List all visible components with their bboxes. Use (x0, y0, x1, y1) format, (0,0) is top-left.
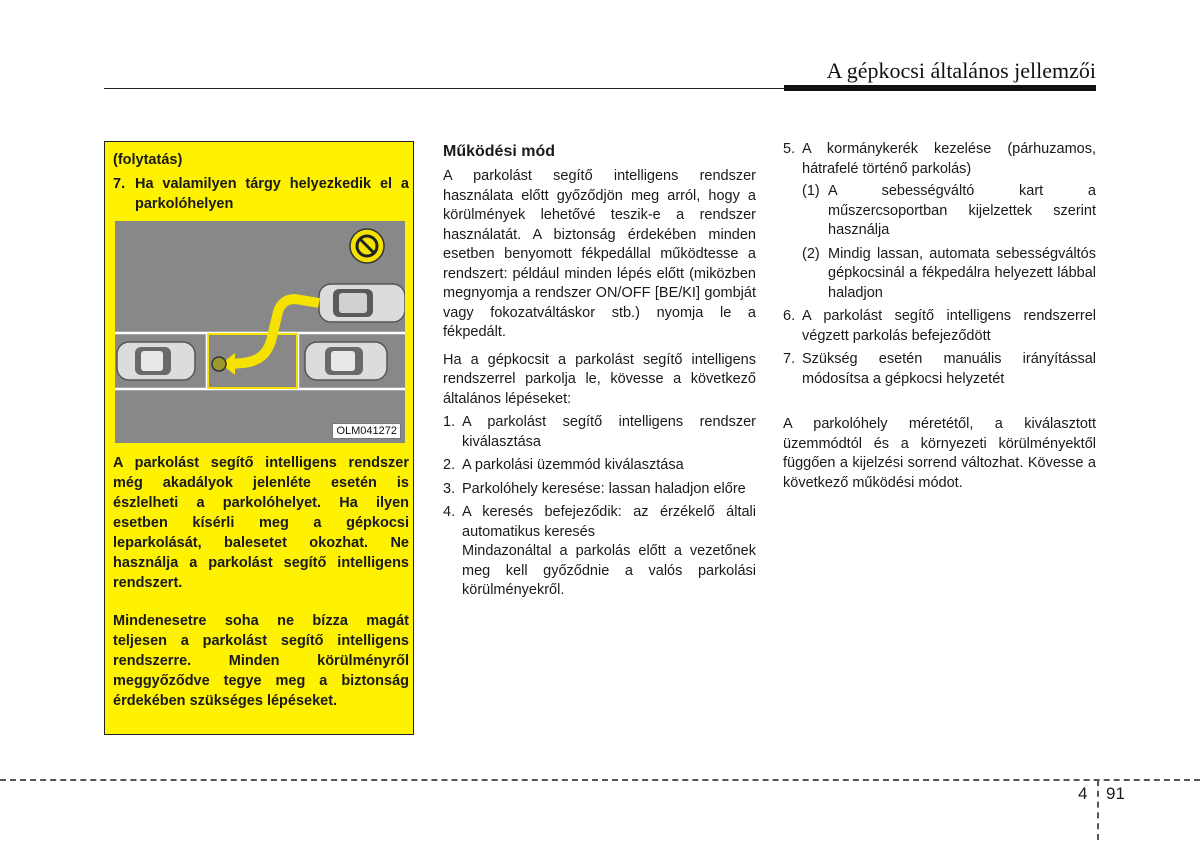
list-item-number: 5. (783, 141, 796, 157)
continued-label: (folytatás) (113, 152, 183, 168)
section-title: Működési mód (443, 143, 556, 160)
sub-list-item (802, 182, 1096, 241)
list-item (443, 503, 756, 542)
warning-item-text: Ha valamilyen tárgy helyezkedik el a parkolóhelyen (135, 176, 409, 212)
parked-car-left-icon (117, 342, 195, 380)
list-item (783, 140, 1096, 179)
parked-car-right-icon (305, 342, 387, 380)
list-item-text: A parkolási üzemmód kiválasztása (462, 457, 684, 473)
sensor-dot-icon (212, 357, 226, 371)
footer-dashed-rule (0, 779, 1200, 781)
sub-list-item-text: A sebességváltó kart a műszercsoportban kijelzettek szerint használja (828, 183, 1096, 238)
list-item-text: A kormánykerék kezelése (párhuzamos, hátrafelé történő parkolás) (802, 141, 1096, 177)
intro-paragraph: A parkolást segítő intelligens rendszer használata előtt győződjön meg arról, hogy a körülmények lehetővé teszik-e a rendszer használatát. A biztonság érdekében minden esetben benyomott fékpedállal működtesse a rendszert: például minden lépés előtt (miközben megnyomja a rendszer ON/OFF [BE/KI] gombját vagy fokozatváltáskor stb.) nyomja le a fékpedált. (443, 168, 756, 340)
right-column (783, 140, 1096, 493)
list-item-number: 4. (443, 504, 456, 520)
list-item-text: A parkolást segítő intelligens rendszer kiválasztása (462, 414, 756, 450)
sub-list-item-number: (2) (802, 245, 820, 262)
sub-list-item-number: (1) (802, 183, 820, 199)
warning-paragraph-1: A parkolást segítő intelligens rendszer még akadályok jelenléte esetén is észlelheti a parkolóhelyet. Ha ilyen esetben kísérli meg a gépkocsi leparkolását, balesetet okozhat. Ne használja a parkolást segítő intelligens rendszert. (113, 455, 409, 591)
warning-item-number: 7. (113, 176, 126, 192)
prohibition-sign-icon (350, 229, 384, 263)
list-item-number: 2. (443, 457, 456, 473)
list-item (443, 480, 756, 500)
page-header-title: A gépkocsi általános jellemzői (826, 58, 1096, 83)
parking-diagram (115, 221, 405, 443)
moving-car-icon (319, 284, 405, 322)
chapter-number: 4 (1078, 784, 1088, 803)
figure-code: OLM041272 (332, 423, 401, 439)
warning-paragraph-2: Mindenesetre soha ne bízza magát teljesen a parkolást segítő intelligens rendszerre. Minden körülményről meggyőződve tegye meg a biztonság érdekében szükséges lépéseket. (113, 613, 409, 709)
step4-note: Mindazonáltal a parkolás előtt a vezetőnek meg kell győződnie a valós parkolási körülményekről. (462, 543, 756, 598)
list-item-text: Parkolóhely keresése: lassan haladjon előre (462, 480, 746, 497)
list-item (443, 413, 756, 452)
sub-list-item-text: Mindig lassan, automata sebességváltós gépkocsinál a fékpedálra helyezett lábbal haladjon (828, 245, 1096, 301)
list-item (783, 350, 1096, 389)
warning-box (104, 141, 414, 735)
list-item-text: A parkolást segítő intelligens rendszerrel végzett parkolás befejeződött (802, 308, 1096, 344)
parking-illustration (115, 221, 405, 443)
footer-dashed-divider (1097, 780, 1099, 840)
closing-paragraph: A parkolóhely méretétől, a kiválasztott üzemmódtól és a környezeti körülményektől függően a kijelzési sorrend változhat. Kövesse a következő működési módot. (783, 416, 1096, 491)
list-item-number: 3. (443, 480, 456, 497)
list-item-text: A keresés befejeződik: az érzékelő általi automatikus keresés (462, 504, 756, 540)
page-number: 91 (1106, 784, 1125, 803)
middle-column (443, 141, 756, 601)
warning-item-7 (113, 174, 409, 214)
list-item-number: 7. (783, 351, 796, 367)
list-item-number: 6. (783, 308, 796, 324)
list-item-number: 1. (443, 414, 456, 430)
sub-list-item (802, 245, 1096, 304)
list-item (443, 456, 756, 476)
steps-intro-paragraph: Ha a gépkocsit a parkolást segítő intelligens rendszerrel parkolja le, kövesse a következő általános lépéseket: (443, 351, 756, 407)
list-item-text: Szükség esetén manuális irányítással módosítsa a gépkocsi helyzetét (802, 351, 1096, 387)
list-item (783, 307, 1096, 346)
header-rule (104, 88, 784, 89)
header-rule-bold (784, 85, 1096, 91)
